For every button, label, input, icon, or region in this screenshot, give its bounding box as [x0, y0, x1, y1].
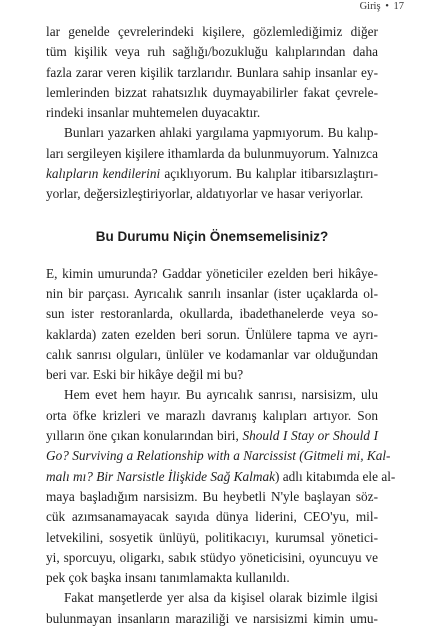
running-header: [360, 0, 404, 18]
text-span: açıklıyorum. Bu kalıplar itibarsızlaştırı-: [160, 166, 379, 182]
text-line: rindeki insanlar muhtemelen duyacaktır.: [46, 105, 261, 121]
section-heading: Bu Durumu Niçin Önemsemelisiniz?: [95, 228, 329, 244]
text-line: maya başladığım narsisizm. Bu heybetli N'yle başlayan söz-: [46, 488, 378, 504]
page-number: 17: [393, 1, 404, 12]
text-line: sun ister restoranlarda, okullarda, ibadethanelerde veya so-: [46, 306, 378, 322]
text-span: ) adlı kitabımda ele al-: [275, 468, 396, 484]
text-line: beri var. Eski bir hikâye değil mi bu?: [46, 367, 244, 383]
text-line: [46, 426, 378, 446]
book-title-italic: malı mı? Bir Narsistle İlişkide Sağ Kalmak: [46, 468, 275, 484]
text-line: pek çok başka insanı tanımlamakta kullanıldı.: [46, 570, 290, 586]
text-line: tüm kişilik veya ruh sağlığı/bozukluğu kalıplarından daha: [46, 44, 378, 60]
text-line: [46, 467, 396, 487]
paragraph-4: [46, 385, 396, 588]
italic-text: kalıpların kendilerini: [46, 166, 161, 182]
text-line: E, kimin umurunda? Gaddar yöneticiler ezelden beri hikâye-: [46, 265, 378, 281]
text-line: yorlar, değersizleştiriyorlar, aldatıyorlar ve hasar veriyorlar.: [46, 186, 364, 202]
text-line: ları sergileyen kişilere ithamlarda da bulunmuyorum. Yalnızca: [46, 145, 378, 161]
paragraph-2: [46, 123, 378, 204]
text-line: fazla zarar veren kişilik tarzlarıdır. Bunlara sahip insanlar ey-: [46, 64, 378, 80]
text-line: lemlerinden bizzat rahatsızlık duymayabilirler fakat çevrele-: [46, 84, 378, 100]
paragraph-1: [46, 22, 378, 123]
text-line: lar genelde çevrelerindeki kişilere, gözlemlediğimiz diğer: [46, 24, 378, 39]
text-line: Hem evet hem hayır. Bu ayrıcalık sanrısı, narsisizm, ulu: [64, 387, 378, 403]
text-line: kaklarda) zaten ezelden beri sorun. Ünlülere tapma ve ayrı-: [46, 326, 378, 342]
text-line: cük azımsanamayacak sayıda dünya liderini, CEO'yu, mil-: [46, 509, 378, 525]
text-line: [46, 164, 378, 184]
book-title-italic: Should I Stay or Should I: [242, 428, 378, 444]
chapter-title: Giriş: [359, 1, 381, 12]
text-line: Fakat manşetlerde yer alsa da kişisel olarak bizimle ilgisi: [64, 590, 378, 606]
text-line: orta öfke krizleri ve marazlı davranış kalıpları artıyor. Son: [46, 407, 378, 423]
paragraph-5: [46, 588, 378, 629]
paragraph-3: [46, 264, 378, 386]
header-separator: •: [385, 1, 389, 12]
text-span: yılların öne çıkan konularından biri,: [46, 428, 243, 444]
page-body: [46, 22, 396, 629]
text-line: yi, sporcuyu, oligarkı, sabık stüdyo yöneticisini, oyuncuyu ve: [46, 549, 378, 565]
text-line: letvekilini, sosyetik ünlüyü, politikacıyı, kurumsal yönetici-: [46, 529, 378, 545]
book-title-italic: Go? Surviving a Relationship with a Narcissist (Gitmeli mi, Kal-: [46, 448, 391, 464]
text-line: nin bir parçası. Ayrıcalık sanrılı insanlar (ister uçaklarda ol-: [46, 285, 378, 301]
text-line: [46, 446, 391, 466]
text-line: Bunları yazarken ahlaki yargılama yapmıyorum. Bu kalıp-: [64, 125, 378, 141]
text-line: bulunmayan insanların maraziliği ve narsisizmi kimin umu-: [46, 610, 378, 626]
text-line: calık sanrısı olguları, ünlüler ve kodamanlar var olduğundan: [46, 346, 378, 362]
